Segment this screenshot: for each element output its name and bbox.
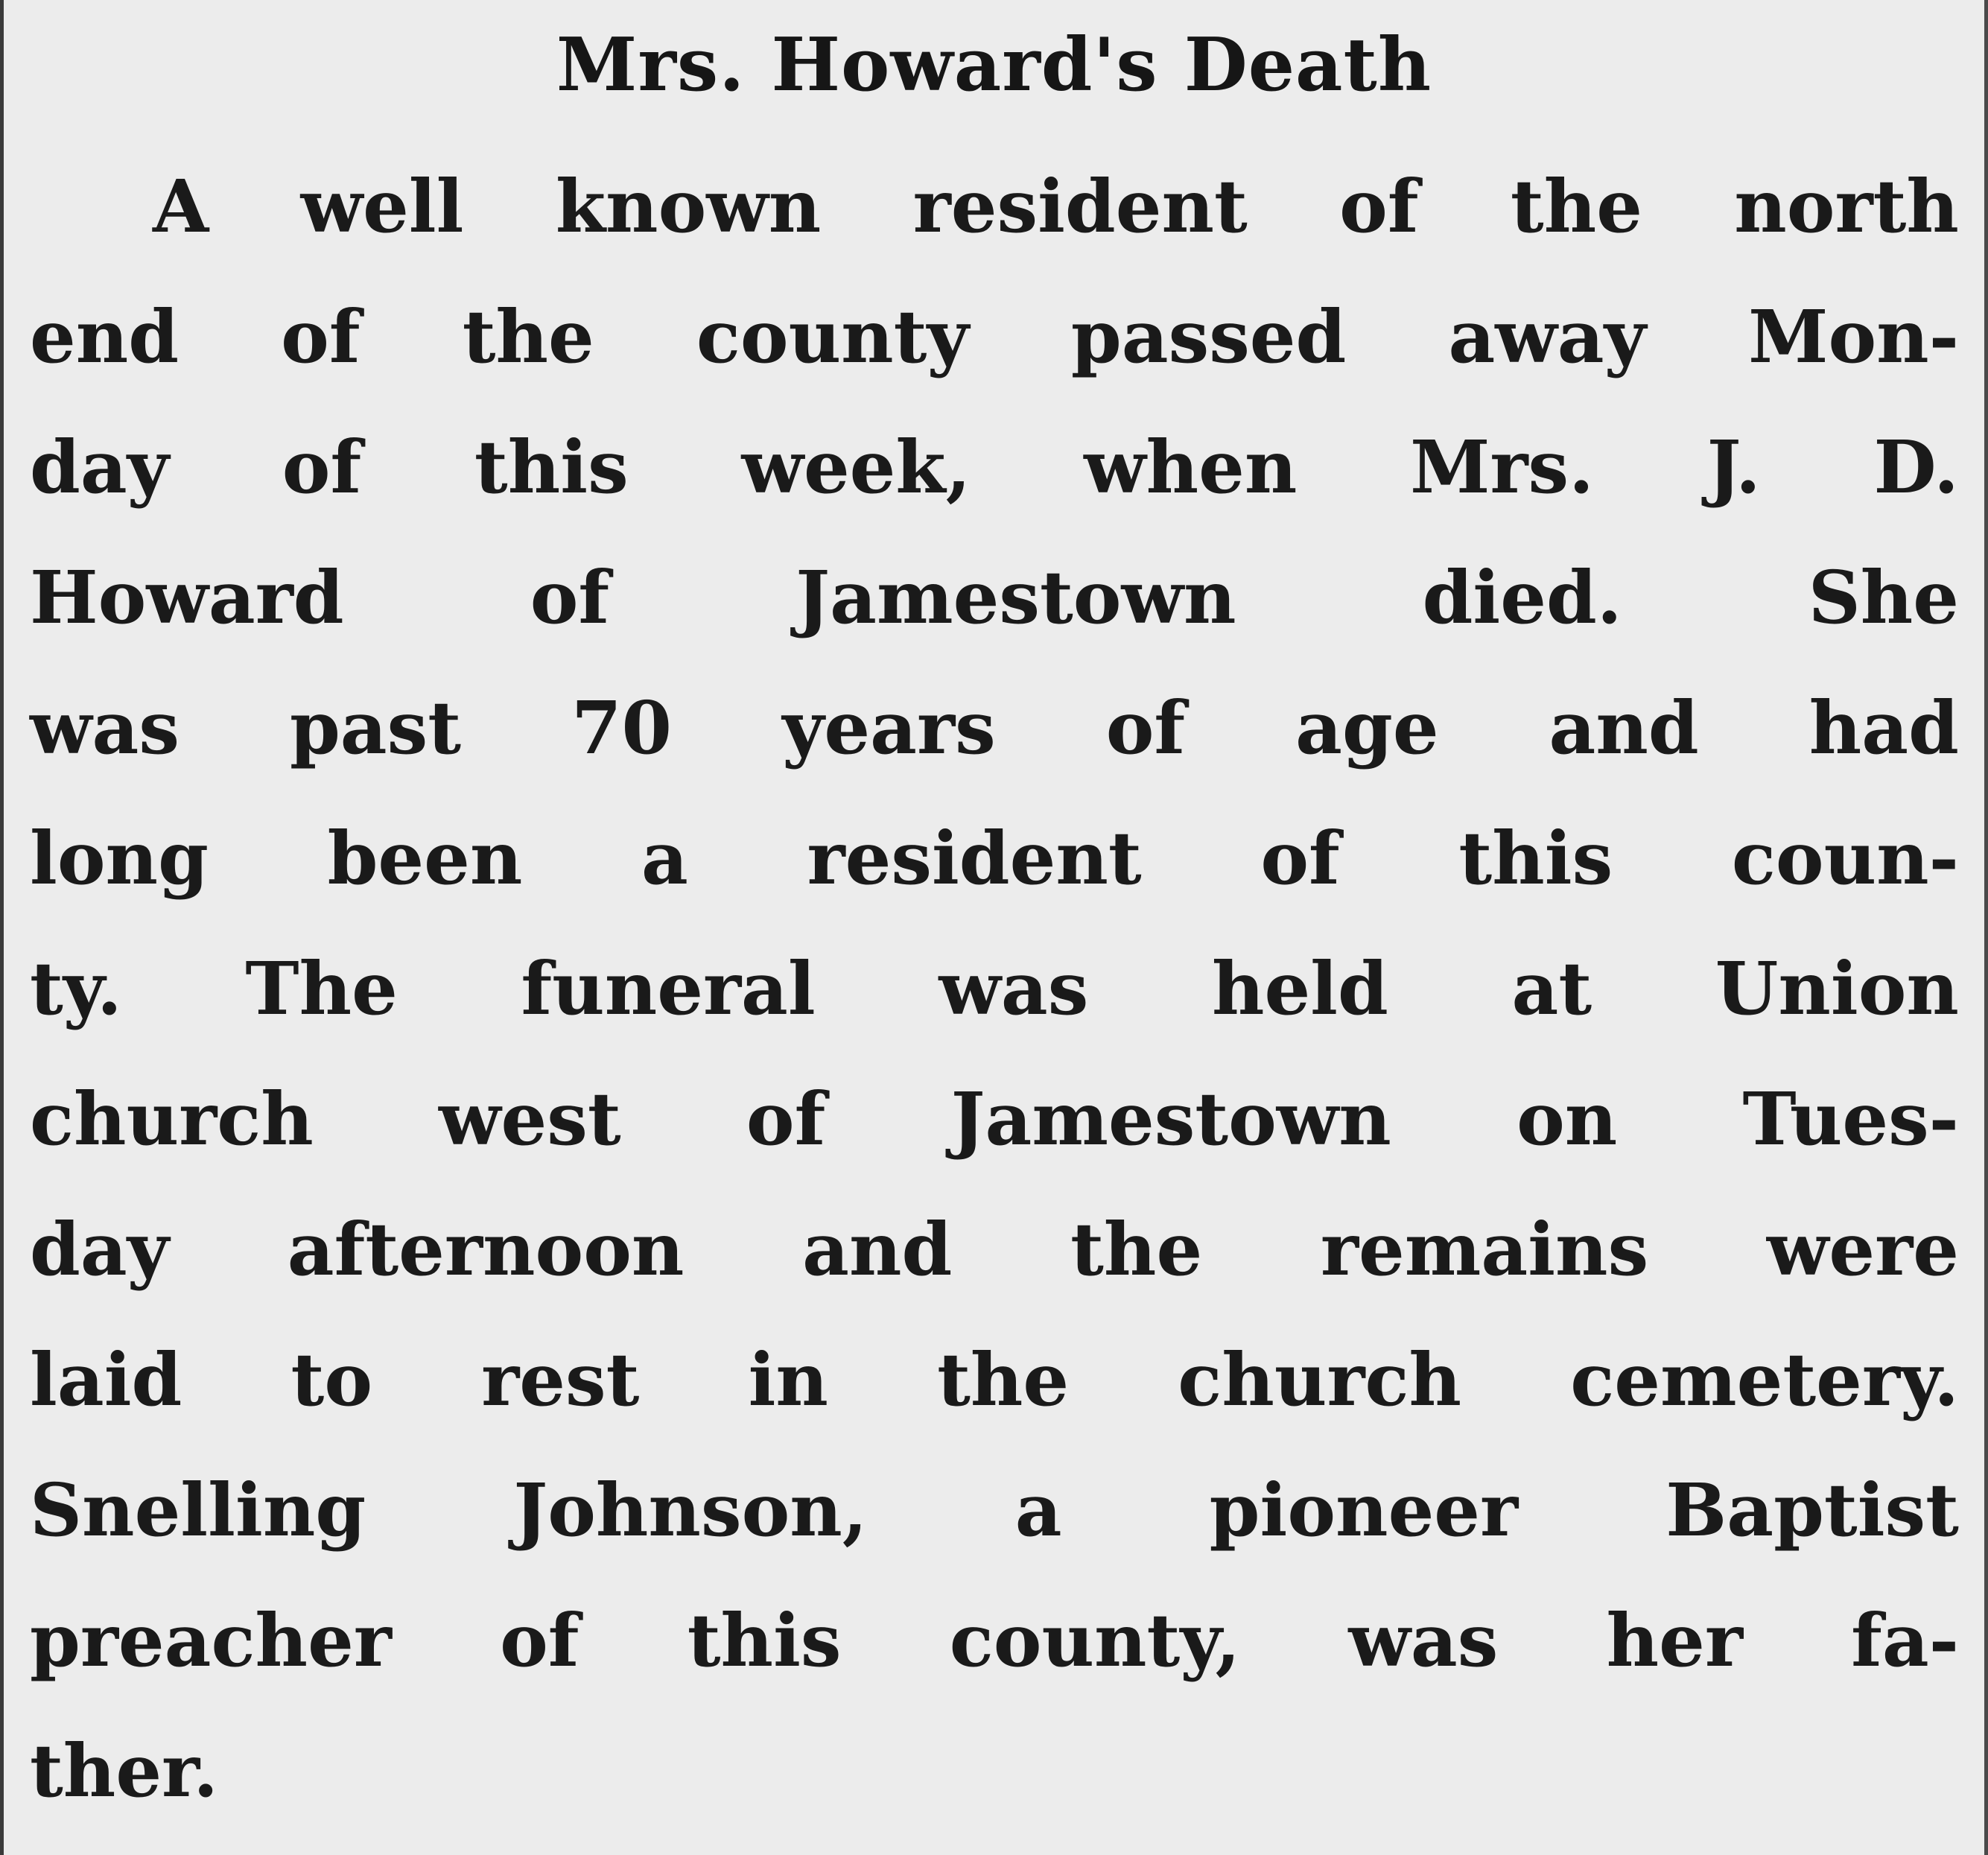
article-word: rest	[481, 1337, 640, 1422]
article-word: county,	[949, 1598, 1241, 1683]
article-word: remains	[1320, 1207, 1649, 1292]
article-word: D.	[1873, 425, 1959, 510]
article-word: a	[1014, 1468, 1062, 1553]
article-word: Union	[1715, 946, 1959, 1031]
article-word: this	[474, 425, 629, 510]
article-word: had	[1808, 685, 1959, 770]
article-word: cemetery.	[1570, 1337, 1959, 1422]
article-word: when	[1084, 425, 1298, 510]
article-word: years	[782, 685, 996, 770]
article-word: known	[555, 164, 822, 249]
article-word: funeral	[521, 946, 816, 1031]
article-word: in	[748, 1337, 828, 1422]
article-word: J.	[1706, 425, 1761, 510]
article-word: resident	[807, 816, 1142, 901]
article-word: day	[30, 425, 170, 510]
article-word: preacher	[30, 1598, 392, 1683]
article-word: of	[746, 1076, 826, 1161]
article-word: been	[327, 816, 523, 901]
article-line	[30, 924, 1959, 1054]
article-line	[30, 1185, 1959, 1315]
article-line	[30, 1576, 1959, 1706]
article-line	[30, 1445, 1959, 1576]
column-rule-left	[0, 0, 4, 1855]
article-word: this	[1458, 816, 1613, 901]
article-word: the	[1510, 164, 1642, 249]
article-line	[30, 663, 1959, 793]
article-word: She	[1808, 555, 1959, 640]
article-word: was	[30, 685, 180, 770]
article-word: Mon-	[1748, 294, 1959, 379]
article-word: past	[289, 685, 462, 770]
article-word: Tues-	[1742, 1076, 1959, 1161]
article-word: west	[439, 1076, 621, 1161]
article-line	[30, 793, 1959, 924]
article-line	[30, 1315, 1959, 1445]
article-word: coun-	[1731, 816, 1959, 901]
column-rule-right	[1984, 0, 1988, 1855]
article-word: passed	[1070, 294, 1347, 379]
article-word: Jamestown	[950, 1076, 1391, 1161]
article-line	[30, 1706, 1959, 1836]
article-word: The	[245, 946, 398, 1031]
article-word: church	[1178, 1337, 1462, 1422]
article-word: age	[1295, 685, 1439, 770]
article-headline: Mrs. Howard's Death	[556, 22, 1432, 108]
article-word: away	[1448, 294, 1647, 379]
article-word: was	[1348, 1598, 1499, 1683]
article-word: long	[30, 816, 209, 901]
article-word: ther.	[30, 1728, 219, 1813]
article-body	[30, 142, 1959, 1836]
article-line	[30, 533, 1959, 663]
article-word: the	[462, 294, 594, 379]
article-word: week,	[741, 425, 971, 510]
article-word: held	[1211, 946, 1388, 1031]
article-word: pioneer	[1209, 1468, 1519, 1553]
article-word: to	[290, 1337, 373, 1422]
article-word: of	[530, 555, 610, 640]
article-word: A	[153, 164, 209, 249]
article-word: were	[1766, 1207, 1959, 1292]
article-line	[30, 142, 1959, 272]
article-word: of	[1105, 685, 1186, 770]
article-word: county	[696, 294, 969, 379]
article-word: end	[30, 294, 180, 379]
article-word: fa-	[1851, 1598, 1959, 1683]
article-word: church	[30, 1076, 314, 1161]
article-word: resident	[912, 164, 1248, 249]
article-word: of	[281, 294, 361, 379]
article-word: north	[1734, 164, 1959, 249]
article-word: well	[300, 164, 464, 249]
article-line	[30, 272, 1959, 402]
article-word: and	[1549, 685, 1699, 770]
article-word: her	[1606, 1598, 1743, 1683]
article-word: Mrs.	[1410, 425, 1594, 510]
article-word: 70	[571, 685, 673, 770]
article-word: ty.	[30, 946, 122, 1031]
article-word: of	[500, 1598, 579, 1683]
article-word: on	[1517, 1076, 1618, 1161]
article-word: the	[1070, 1207, 1203, 1292]
article-word: laid	[30, 1337, 182, 1422]
article-word: of	[1339, 164, 1419, 249]
article-line	[30, 1054, 1959, 1185]
article-word: Baptist	[1665, 1468, 1959, 1553]
article-word: day	[30, 1207, 170, 1292]
article-word: at	[1511, 946, 1592, 1031]
article-word: died.	[1422, 555, 1622, 640]
article-word: Jamestown	[795, 555, 1236, 640]
article-word: this	[687, 1598, 842, 1683]
article-word: was	[939, 946, 1089, 1031]
article-word: and	[802, 1207, 953, 1292]
article-word: Johnson,	[513, 1468, 868, 1553]
article-word: the	[937, 1337, 1070, 1422]
article-word: Howard	[30, 555, 344, 640]
article-line	[30, 402, 1959, 533]
article-word: afternoon	[287, 1207, 685, 1292]
article-word: of	[1260, 816, 1340, 901]
article-word: a	[641, 816, 688, 901]
article-word: of	[282, 425, 362, 510]
article-word: Snelling	[30, 1468, 366, 1553]
